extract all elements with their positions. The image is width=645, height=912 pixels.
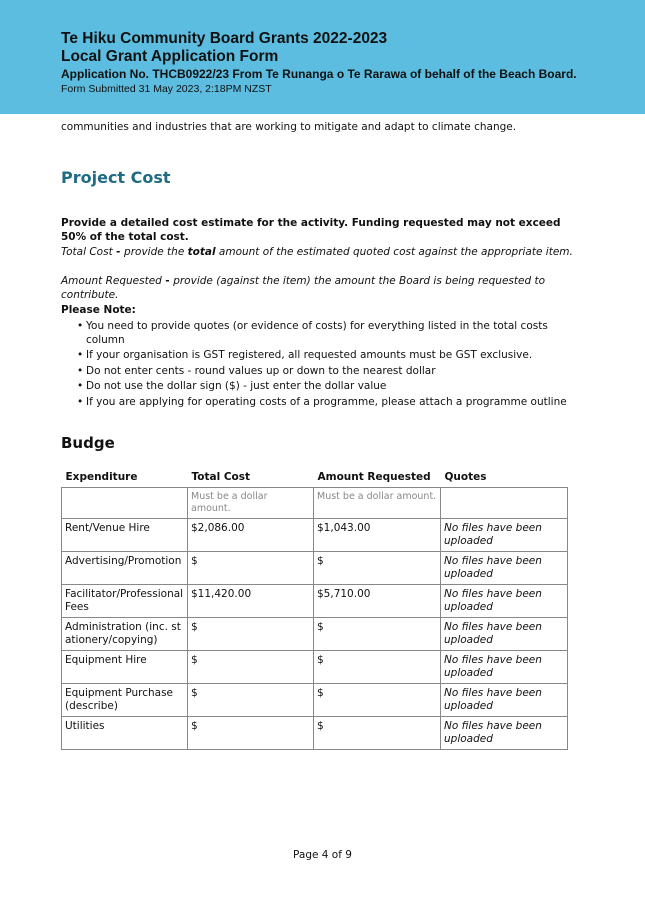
note-item — [77, 396, 567, 410]
instruction-total-cost-text-end: amount of the estimated quoted cost against the appropriate item. — [215, 246, 573, 258]
instruction-total-cost-text: provide the — [124, 246, 188, 258]
total-cost-cell: $ — [188, 717, 314, 750]
amount-requested-cell: $ — [314, 552, 441, 585]
total-cost-hint: Must be a dollar amount. — [188, 488, 314, 519]
quotes-cell: No files have been uploaded — [441, 552, 568, 585]
amount-requested-hint: Must be a dollar amount. — [314, 488, 441, 519]
table-row — [62, 618, 568, 651]
total-cost-cell: $11,420.00 — [188, 585, 314, 618]
amount-requested-cell: $1,043.00 — [314, 519, 441, 552]
table-row — [62, 684, 568, 717]
instruction-amount-label: Amount Requested — [61, 275, 166, 287]
expenditure-cell: Rent/Venue Hire — [62, 519, 188, 552]
header-submitted-date: Form Submitted 31 May 2023, 2:18PM NZST — [61, 83, 272, 95]
note-item — [77, 365, 567, 379]
expenditure-cell: Equipment Purchase (describe) — [62, 684, 188, 717]
total-cost-cell: $2,086.00 — [188, 519, 314, 552]
note-item-text: Do not enter cents - round values up or down to the nearest dollar — [86, 364, 436, 377]
table-row — [62, 651, 568, 684]
expenditure-cell: Facilitator/Professional Fees — [62, 585, 188, 618]
total-cost-cell: $ — [188, 651, 314, 684]
empty-cell — [441, 488, 568, 519]
quotes-cell: No files have been uploaded — [441, 717, 568, 750]
amount-requested-cell: $5,710.00 — [314, 585, 441, 618]
expenditure-cell: Equipment Hire — [62, 651, 188, 684]
instruction-dash: - — [116, 246, 125, 258]
amount-requested-cell: $ — [314, 651, 441, 684]
instruction-dash: - — [165, 275, 174, 287]
note-item-text: You need to provide quotes (or evidence of costs) for everything listed in the total costs column — [86, 320, 548, 346]
table-row — [62, 585, 568, 618]
note-item-text: If you are applying for operating costs of a programme, please attach a programme outline — [86, 395, 567, 408]
instruction-total-emphasis: total — [187, 246, 216, 258]
bullet-icon: • — [77, 395, 84, 408]
header-board-title: Te Hiku Community Board Grants 2022-2023 — [61, 30, 388, 47]
bullet-icon: • — [77, 349, 84, 361]
hint-row — [62, 488, 568, 519]
table-header-row — [62, 468, 568, 488]
section-title: Project Cost — [61, 168, 171, 187]
total-cost-cell: $ — [188, 684, 314, 717]
instruction-bold: Provide a detailed cost estimate for the activity. Funding requested may not exceed 50% of the total cost. — [61, 217, 561, 243]
note-item — [77, 320, 567, 347]
note-item-text: Do not use the dollar sign ($) - just enter the dollar value — [86, 380, 387, 392]
budget-table — [61, 468, 568, 750]
expenditure-cell: Advertising/Promotion — [62, 552, 188, 585]
instruction-amount-requested — [61, 275, 581, 302]
total-cost-cell: $ — [188, 618, 314, 651]
table-row — [62, 519, 568, 552]
quotes-cell: No files have been uploaded — [441, 519, 568, 552]
column-header-amount-requested: Amount Requested — [317, 471, 431, 483]
empty-cell — [62, 488, 188, 519]
column-header-expenditure: Expenditure — [65, 471, 138, 483]
page-number: Page 4 of 9 — [293, 849, 352, 861]
column-header-total-cost: Total Cost — [191, 471, 251, 483]
bullet-icon: • — [77, 380, 84, 392]
form-header — [0, 0, 645, 114]
note-item — [77, 349, 567, 363]
note-list — [77, 320, 567, 411]
header-application-number: Application No. THCB0922/23 From Te Runanga o Te Rarawa of behalf of the Beach Board. — [61, 67, 577, 81]
note-item-text: If your organisation is GST registered, all requested amounts must be GST exclusive. — [86, 349, 533, 361]
total-cost-cell: $ — [188, 552, 314, 585]
please-note-label: Please Note: — [61, 304, 136, 316]
header-form-title: Local Grant Application Form — [61, 48, 279, 65]
quotes-cell: No files have been uploaded — [441, 651, 568, 684]
quotes-cell: No files have been uploaded — [441, 684, 568, 717]
table-row — [62, 717, 568, 750]
instruction-amount-text: provide (against the item) the amount the Board is being requested to contribute. — [61, 275, 545, 301]
amount-requested-cell: $ — [314, 717, 441, 750]
amount-requested-cell: $ — [314, 618, 441, 651]
column-header-quotes: Quotes — [444, 471, 487, 483]
expenditure-cell: Administration (inc. stationery/copying) — [62, 618, 188, 651]
budget-title: Budge — [61, 434, 115, 452]
quotes-cell: No files have been uploaded — [441, 618, 568, 651]
quotes-cell: No files have been uploaded — [441, 585, 568, 618]
expenditure-cell: Utilities — [62, 717, 188, 750]
bullet-icon: • — [77, 320, 84, 332]
instruction-total-cost — [61, 246, 581, 260]
amount-requested-cell: $ — [314, 684, 441, 717]
note-item — [77, 380, 567, 394]
table-row — [62, 552, 568, 585]
intro-text: communities and industries that are working to mitigate and adapt to climate change. — [61, 121, 517, 133]
instruction-total-cost-label: Total Cost — [61, 246, 117, 258]
bullet-icon: • — [77, 364, 84, 377]
